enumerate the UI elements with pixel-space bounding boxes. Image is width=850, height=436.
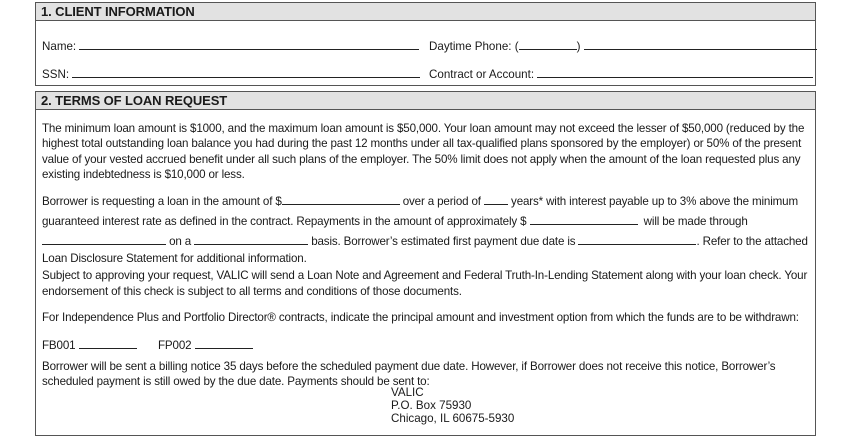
phone-number-field[interactable]: [584, 39, 817, 50]
ssn-label: SSN:: [42, 68, 70, 81]
loan-amount-field[interactable]: [282, 193, 400, 205]
name-row: [42, 39, 419, 54]
contract-label: Contract or Account:: [429, 68, 535, 81]
loan-request-line-2: [42, 213, 748, 229]
ssn-row: [42, 67, 420, 82]
contract-row: [429, 67, 813, 82]
on-a-label: on a: [169, 235, 192, 248]
loan-amount-label: Borrower is requesting a loan in the amount of $: [42, 195, 282, 208]
fund-options-line: [42, 337, 253, 353]
name-field[interactable]: [79, 39, 419, 50]
fp002-label: FP002: [158, 339, 192, 352]
loan-period-label: over a period of: [402, 195, 481, 208]
address-line-2: P.O. Box 75930: [391, 399, 472, 412]
ssn-field[interactable]: [72, 67, 420, 78]
first-payment-date-field[interactable]: [578, 233, 696, 245]
loan-terms-header: 2. TERMS OF LOAN REQUEST: [36, 92, 815, 110]
billing-paragraph: Borrower will be sent a billing notice 35 days before the scheduled payment due date. However, if Borrower does not receive this notice, Borrower’s scheduled payment is still owed by the due date. Payments should be sent to:: [42, 360, 776, 389]
client-information-section: [35, 2, 816, 86]
payment-address: [391, 386, 514, 425]
approval-paragraph: Subject to approving your request, VALIC will send a Loan Note and Agreement and Federal Truth-In-Lending Statement along with your loan check. Your endorsement of this check is subject to all terms and conditions of those documents.: [42, 269, 808, 298]
interest-text: years* with interest payable up to 3% above the minimum: [511, 195, 798, 208]
loan-limits-paragraph: The minimum loan amount is $1000, and the maximum loan amount is $50,000. Your loan amount may not exceed the lesser of $50,000 (reduced by the highest total outstanding loan balance you had during the past 12 months under all tax-qualified plans sponsored by the employer) or 50% of the present value of your vested accrued benefit under all such plans of the employer. The 50% limit does not apply when the amount of the loan requested plus any existing indebtedness is $10,000 or less.: [42, 122, 805, 181]
disclosure-line: Loan Disclosure Statement for additional information.: [42, 252, 307, 265]
fb001-label: FB001: [42, 339, 76, 352]
client-information-header: 1. CLIENT INFORMATION: [36, 3, 815, 21]
address-line-3: Chicago, IL 60675-5930: [391, 412, 515, 425]
loan-request-line-3: [42, 233, 808, 249]
loan-request-line-1: [42, 193, 798, 209]
repayment-method-field[interactable]: [42, 233, 166, 245]
fp002-field[interactable]: [195, 337, 253, 349]
loan-terms-section: [35, 91, 816, 436]
phone-label: Daytime Phone: (: [429, 40, 519, 53]
payment-frequency-field[interactable]: [194, 233, 308, 245]
fb001-field[interactable]: [79, 337, 137, 349]
contract-account-field[interactable]: [537, 67, 813, 78]
phone-close-paren: ): [576, 40, 581, 53]
independence-plus-line: For Independence Plus and Portfolio Director® contracts, indicate the principal amount and investment option from which the funds are to be withdrawn:: [42, 311, 799, 324]
loan-years-field[interactable]: [484, 193, 508, 205]
repayment-amount-label: guaranteed interest rate as defined in the contract. Repayments in the amount of approximately $: [42, 215, 527, 228]
repayment-amount-field[interactable]: [530, 213, 638, 225]
first-payment-label: basis. Borrower’s estimated first payment due date is: [311, 235, 576, 248]
phone-row: [429, 39, 817, 54]
address-line-1: VALIC: [391, 386, 424, 399]
made-through-label: will be made through: [643, 215, 748, 228]
refer-attached-text: . Refer to the attached: [696, 235, 808, 248]
name-label: Name:: [42, 40, 77, 53]
area-code-field[interactable]: [519, 39, 577, 50]
